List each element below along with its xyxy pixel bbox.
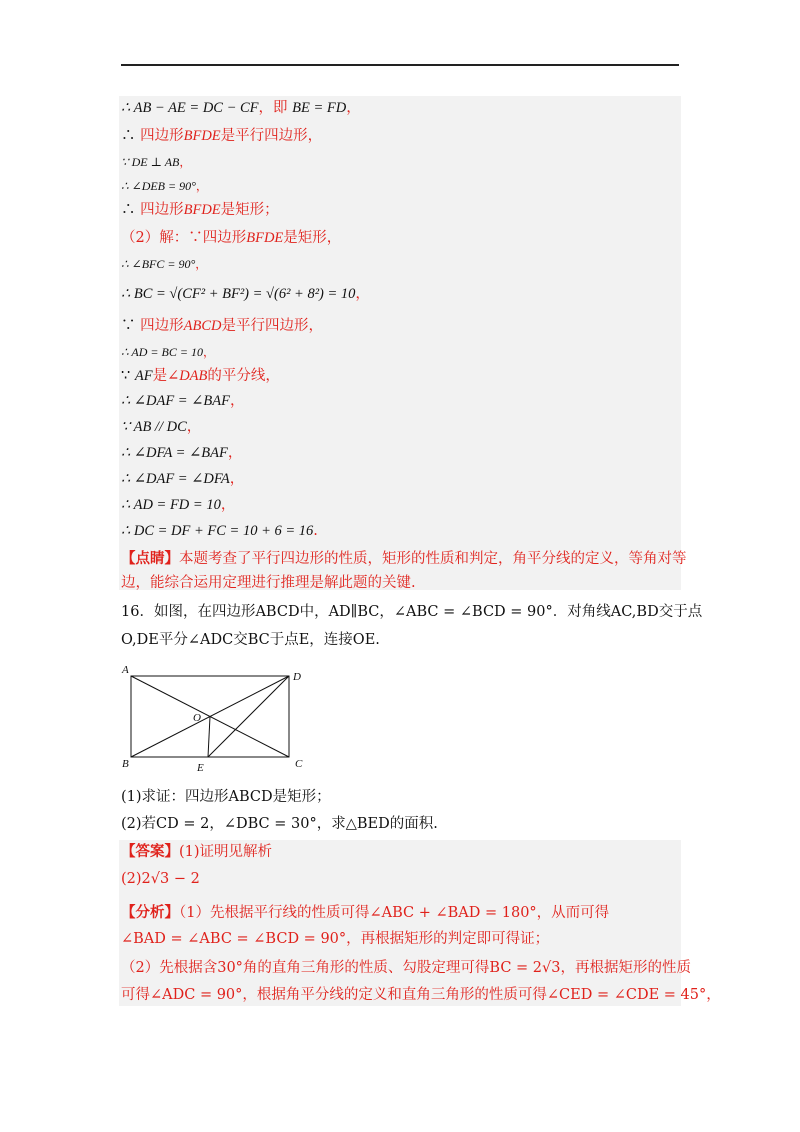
solution-line: ∴ ∠DAF = ∠BAF， bbox=[121, 393, 245, 409]
solution-line: ∴ ∠BFC = 90°， bbox=[121, 257, 208, 271]
solution-line: ∴ AD = BC = 10， bbox=[121, 345, 215, 359]
solution-line: ∵ DE ⊥ AB， bbox=[121, 155, 192, 169]
solution-line: ∴ BC = √(CF² + BF²) = √(6² + 8²) = 10， bbox=[121, 286, 370, 302]
answer-label: 【答案】 bbox=[121, 843, 179, 860]
solution-line: ∴ ∠DAF = ∠DFA， bbox=[121, 471, 245, 487]
analysis-line-3: （2）先根据含30°角的直角三角形的性质、勾股定理可得BC = 2√3，再根据矩形的性质 bbox=[121, 960, 691, 976]
analysis-label: 【分析】 bbox=[121, 904, 179, 921]
solution-line: ∴ ∠DFA = ∠BAF， bbox=[121, 445, 243, 461]
analysis-line-4: 可得∠ADC = 90°，根据角平分线的定义和直角三角形的性质可得∠CED = ∠CDE = 45°， bbox=[121, 987, 721, 1003]
comment-line-1: 【点睛】本题考查了平行四边形的性质，矩形的性质和判定，角平分线的定义，等角对等 bbox=[121, 550, 687, 567]
solution-line: ∴ 四边形BFDE是矩形； bbox=[121, 202, 279, 218]
label-o: O bbox=[193, 712, 201, 724]
solution-line: ∵ 四边形ABCD是平行四边形， bbox=[121, 318, 323, 334]
solution-line: ∴ AD = FD = 10， bbox=[121, 497, 236, 513]
comment-line-2: 边，能综合运用定理进行推理是解此题的关键. bbox=[121, 575, 416, 591]
segment-oe bbox=[208, 717, 210, 758]
analysis-line-1: 【分析】（1）先根据平行线的性质可得∠ABC + ∠BAD = 180°，从而可得 bbox=[121, 904, 610, 921]
solution-line: ∵ AF是∠DAB的平分线， bbox=[121, 368, 280, 384]
answer-background bbox=[119, 840, 681, 1006]
comment-label: 【点睛】 bbox=[121, 550, 179, 567]
label-c: C bbox=[295, 758, 303, 770]
answer-line-2: (2)2√3 − 2 bbox=[121, 871, 200, 887]
question-16-line-2: O,DE平分∠ADC交BC于点E，连接OE. bbox=[121, 632, 380, 648]
solution-line: ∵ AB // DC， bbox=[121, 419, 202, 435]
label-d: D bbox=[293, 671, 301, 683]
sub-question-1: (1)求证：四边形ABCD是矩形； bbox=[121, 789, 331, 805]
answer-line-1: 【答案】(1)证明见解析 bbox=[121, 843, 273, 860]
solution-line: ∴ DC = DF + FC = 10 + 6 = 16. bbox=[121, 523, 318, 539]
label-b: B bbox=[122, 758, 129, 770]
analysis-line-2: ∠BAD = ∠ABC = ∠BCD = 90°，再根据矩形的判定即可得证； bbox=[121, 931, 550, 947]
solution-line: ∴ 四边形BFDE是平行四边形， bbox=[121, 128, 323, 144]
solution-line: （2）解：∵四边形BFDE是矩形， bbox=[121, 230, 342, 246]
question-16-line-1: 16．如图，在四边形ABCD中，AD∥BC，∠ABC = ∠BCD = 90°．对角线AC,BD交于点 bbox=[121, 604, 703, 620]
label-a: A bbox=[122, 664, 129, 676]
sub-question-2: (2)若CD = 2，∠DBC = 30°，求△BED的面积. bbox=[121, 816, 438, 832]
header-rule bbox=[121, 64, 679, 66]
solution-line: ∴ ∠DEB = 90°， bbox=[121, 179, 208, 193]
label-e: E bbox=[197, 762, 204, 774]
segment-de bbox=[208, 676, 289, 757]
geometry-figure bbox=[121, 664, 321, 776]
solution-line: ∴ AB − AE = DC − CF，即 BE = FD， bbox=[121, 100, 361, 116]
